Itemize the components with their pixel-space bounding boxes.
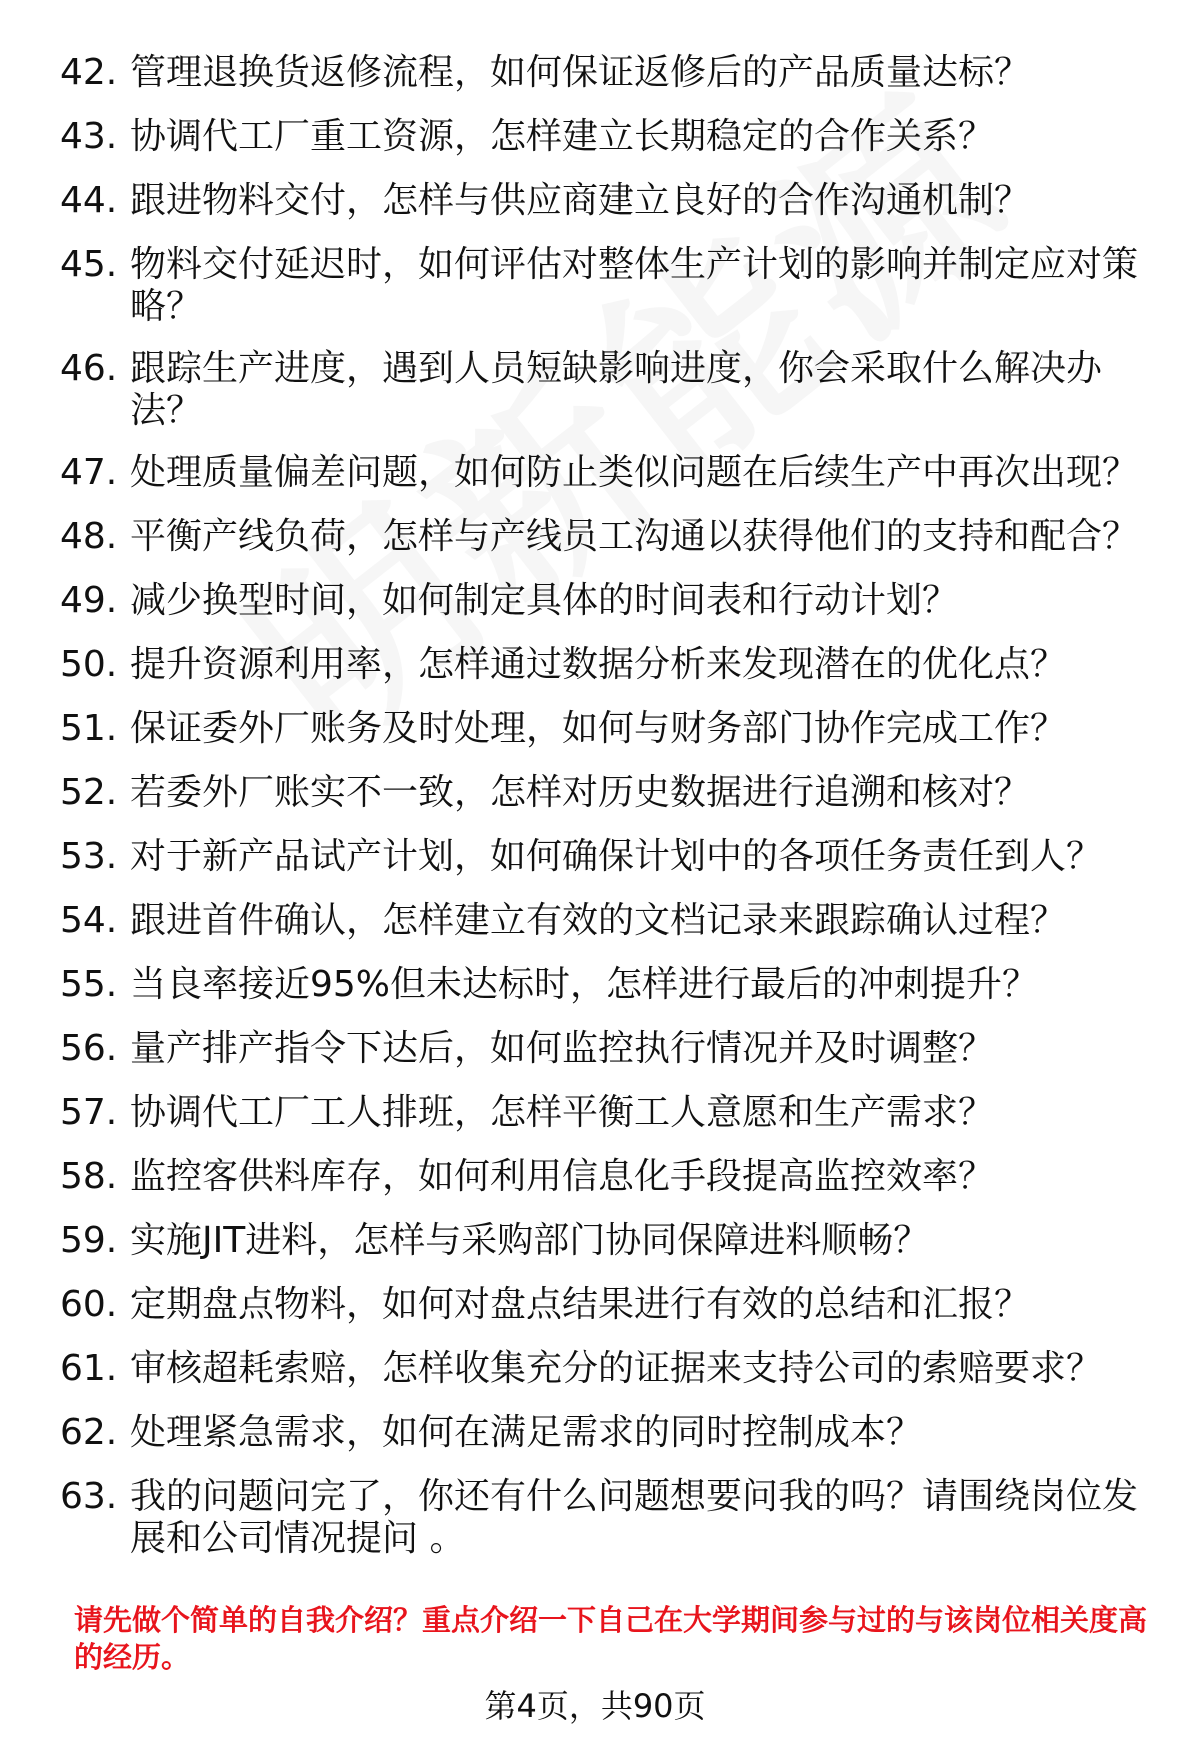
- question-text: 监控客供料库存，如何利用信息化手段提高监控效率？: [130, 1156, 995, 1197]
- question-item: [0, 1220, 1190, 1262]
- question-number: 54.: [60, 900, 118, 941]
- question-number: 46.: [60, 348, 118, 389]
- question-number: 48.: [60, 516, 118, 557]
- question-text: 管理退换货返修流程，如何保证返修后的产品质量达标？: [130, 52, 1031, 93]
- question-text: 我的问题问完了，你还有什么问题想要问我的吗？请围绕岗位发展和公司情况提问 。: [130, 1476, 1139, 1559]
- question-number: 49.: [60, 580, 118, 621]
- question-item: [0, 516, 1190, 558]
- question-item: [0, 1028, 1190, 1070]
- question-number: 57.: [60, 1092, 118, 1133]
- question-text: 协调代工厂重工资源，怎样建立长期稳定的合作关系？: [130, 116, 995, 157]
- question-item: [0, 1476, 1190, 1560]
- question-number: 42.: [60, 52, 118, 93]
- question-text: 保证委外厂账务及时处理，如何与财务部门协作完成工作？: [130, 708, 1067, 749]
- question-item: [0, 900, 1190, 942]
- page-number-footer: 第4页，共90页: [484, 1687, 706, 1725]
- question-text: 处理紧急需求，如何在满足需求的同时控制成本？: [130, 1412, 923, 1453]
- question-item: [0, 1412, 1190, 1454]
- question-text: 若委外厂账实不一致，怎样对历史数据进行追溯和核对？: [130, 772, 1031, 813]
- question-item: [0, 452, 1190, 494]
- question-text: 跟进首件确认，怎样建立有效的文档记录来跟踪确认过程？: [130, 900, 1067, 941]
- question-number: 58.: [60, 1156, 118, 1197]
- question-item: [0, 1348, 1190, 1390]
- question-text: 量产排产指令下达后，如何监控执行情况并及时调整？: [130, 1028, 995, 1069]
- question-number: 44.: [60, 180, 118, 221]
- question-item: [0, 1284, 1190, 1326]
- question-item: [0, 52, 1190, 94]
- question-item: [0, 180, 1190, 222]
- question-number: 60.: [60, 1284, 118, 1325]
- question-item: [0, 772, 1190, 814]
- question-text: 处理质量偏差问题，如何防止类似问题在后续生产中再次出现？: [130, 452, 1139, 493]
- question-number: 62.: [60, 1412, 118, 1453]
- question-item: [0, 348, 1190, 432]
- question-number: 50.: [60, 644, 118, 685]
- question-text: 减少换型时间，如何制定具体的时间表和行动计划？: [130, 580, 959, 621]
- question-item: [0, 116, 1190, 158]
- question-item: [0, 644, 1190, 686]
- question-item: [0, 1156, 1190, 1198]
- question-number: 43.: [60, 116, 118, 157]
- self-intro-prompt: 请先做个简单的自我介绍？重点介绍一下自己在大学期间参与过的与该岗位相关度高的经历。: [74, 1603, 1148, 1674]
- question-list: [0, 52, 1190, 1580]
- question-text: 当良率接近95%但未达标时，怎样进行最后的冲刺提升？: [130, 964, 1039, 1005]
- question-text: 审核超耗索赔，怎样收集充分的证据来支持公司的索赔要求？: [130, 1348, 1103, 1389]
- question-item: [0, 836, 1190, 878]
- question-text: 定期盘点物料，如何对盘点结果进行有效的总结和汇报？: [130, 1284, 1031, 1325]
- question-item: [0, 964, 1190, 1006]
- question-item: [0, 1092, 1190, 1134]
- question-number: 56.: [60, 1028, 118, 1069]
- question-item: [0, 244, 1190, 328]
- question-item: [0, 580, 1190, 622]
- question-item: [0, 708, 1190, 750]
- question-text: 物料交付延迟时，如何评估对整体生产计划的影响并制定应对策略？: [130, 244, 1139, 327]
- question-text: 协调代工厂工人排班，怎样平衡工人意愿和生产需求？: [130, 1092, 995, 1133]
- question-text: 实施JIT进料，怎样与采购部门协同保障进料顺畅？: [130, 1220, 930, 1261]
- question-number: 52.: [60, 772, 118, 813]
- question-text: 跟踪生产进度，遇到人员短缺影响进度，你会采取什么解决办法？: [130, 348, 1103, 431]
- question-number: 63.: [60, 1476, 118, 1517]
- question-number: 55.: [60, 964, 118, 1005]
- question-number: 59.: [60, 1220, 118, 1261]
- question-text: 对于新产品试产计划，如何确保计划中的各项任务责任到人？: [130, 836, 1103, 877]
- question-number: 53.: [60, 836, 118, 877]
- question-text: 跟进物料交付，怎样与供应商建立良好的合作沟通机制？: [130, 180, 1031, 221]
- question-number: 45.: [60, 244, 118, 285]
- question-number: 47.: [60, 452, 118, 493]
- question-number: 61.: [60, 1348, 118, 1389]
- question-text: 提升资源利用率，怎样通过数据分析来发现潜在的优化点？: [130, 644, 1067, 685]
- question-number: 51.: [60, 708, 118, 749]
- question-text: 平衡产线负荷，怎样与产线员工沟通以获得他们的支持和配合？: [130, 516, 1139, 557]
